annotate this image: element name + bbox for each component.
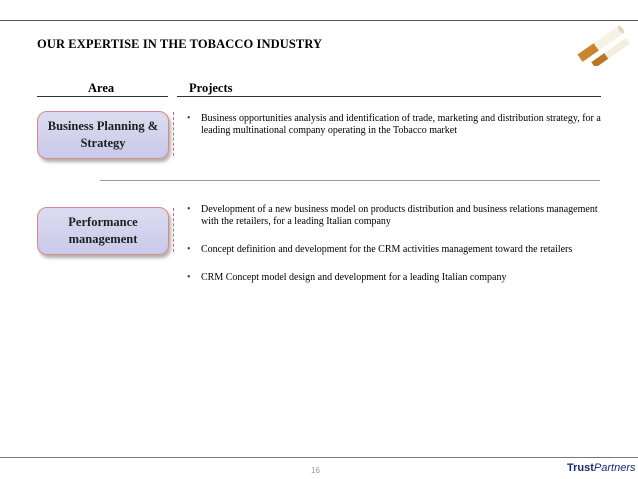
project-item: • Business opportunities analysis and identification of trade, marketing and distribution strategy, for a leading multinational company operating in the Tobacco market (187, 113, 612, 137)
area-label: Performance management (68, 215, 138, 246)
project-item: • Development of a new business model on products distribution and business relations management with the retailers, for a leading Italian company (187, 204, 607, 228)
dashed-divider (173, 112, 174, 156)
page-title: OUR EXPERTISE IN THE TOBACCO INDUSTRY (37, 37, 323, 51)
projects-list-performance-management (187, 204, 607, 300)
area-column-header: Area (88, 81, 115, 95)
area-box-business-planning (37, 111, 169, 159)
dashed-divider (173, 208, 174, 252)
brand-logo (567, 462, 635, 474)
projects-header-underline (177, 96, 601, 97)
row-separator (100, 180, 600, 181)
cigarette-image (571, 18, 637, 66)
top-rule (0, 20, 638, 21)
area-label: Business Planning & Strategy (47, 119, 159, 150)
project-item: • CRM Concept model design and development for a leading Italian company (187, 272, 607, 284)
page-number: 16 (311, 466, 320, 475)
projects-column-header: Projects (189, 81, 233, 95)
area-header-underline (37, 96, 168, 97)
projects-list-business-planning (187, 113, 612, 137)
footer-rule (0, 457, 638, 458)
project-item: • Concept definition and development for the CRM activities management toward the retailers (187, 244, 607, 256)
brand-bold: Trust (567, 462, 594, 474)
area-box-performance-management (37, 207, 169, 255)
brand-italic: Partners (593, 462, 636, 474)
